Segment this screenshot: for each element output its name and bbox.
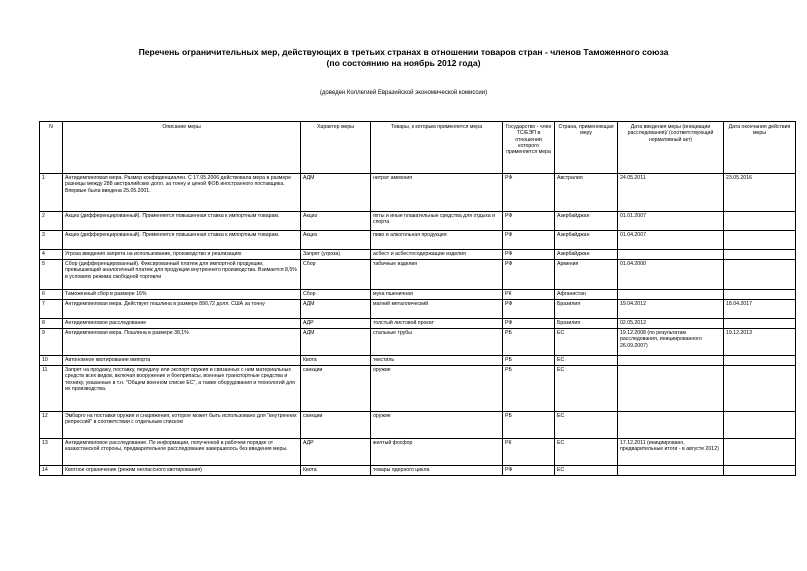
row-goods: стальные трубы bbox=[371, 329, 503, 356]
row-end-date bbox=[724, 212, 796, 231]
row-description: Таможенный сбор в размере 16% bbox=[63, 290, 301, 300]
row-member-state: РК bbox=[503, 439, 555, 466]
row-number: 2 bbox=[40, 212, 63, 231]
row-description: Антидемпинговая мера. Пошлина в размере 38,1% bbox=[63, 329, 301, 356]
row-measure-type: санкции bbox=[301, 366, 371, 412]
row-measure-type: АДМ bbox=[301, 174, 371, 212]
row-start-date bbox=[618, 290, 724, 300]
row-start-date: 01.04.2000 bbox=[618, 260, 724, 290]
row-country: ЕС bbox=[555, 366, 618, 412]
row-start-date: 19.12.2008 (по результатам расследования, инициированного 26.09.2007) bbox=[618, 329, 724, 356]
row-end-date bbox=[724, 412, 796, 439]
row-country: Азербайджан bbox=[555, 212, 618, 231]
row-start-date: 17.12.2011 (инициировано, предварительные итоги - в августе 2012) bbox=[618, 439, 724, 466]
row-measure-type: АДМ bbox=[301, 329, 371, 356]
header-start-date: Дата введения меры (инициации расследования)/ (соответствующий нормативный акт) bbox=[618, 122, 724, 174]
row-number: 10 bbox=[40, 356, 63, 366]
title-line-2: (по состоянию на ноябрь 2012 года) bbox=[326, 58, 481, 68]
document-subtitle: (доведен Коллегией Евразийской экономической комиссии) bbox=[319, 90, 488, 96]
measures-table bbox=[39, 121, 796, 476]
table-header-row bbox=[40, 122, 796, 174]
table-row bbox=[40, 174, 796, 212]
row-goods: яхты и иные плавательные средства для отдыха и спорта bbox=[371, 212, 503, 231]
row-start-date: 01.04.2007 bbox=[618, 231, 724, 250]
row-member-state: РФ bbox=[503, 466, 555, 476]
row-member-state: РБ bbox=[503, 412, 555, 439]
row-start-date bbox=[618, 412, 724, 439]
row-number: 11 bbox=[40, 366, 63, 412]
row-end-date bbox=[724, 231, 796, 250]
row-goods: оружие bbox=[371, 412, 503, 439]
row-description: Антидемпинговое расследование. По информации, полученной в рабочем порядке от казахстанской стороны, предварительное расследование завершилось без введения меры. bbox=[63, 439, 301, 466]
row-country: Армения bbox=[555, 260, 618, 290]
table-row bbox=[40, 290, 796, 300]
row-country: ЕС bbox=[555, 439, 618, 466]
row-number: 4 bbox=[40, 250, 63, 260]
row-end-date bbox=[724, 319, 796, 329]
row-member-state: РФ bbox=[503, 212, 555, 231]
row-start-date bbox=[618, 356, 724, 366]
row-goods: текстиль bbox=[371, 356, 503, 366]
row-number: 12 bbox=[40, 412, 63, 439]
row-measure-type: Квота bbox=[301, 356, 371, 366]
row-country: ЕС bbox=[555, 356, 618, 366]
header-goods: Товары, к которым применяется мера bbox=[371, 122, 503, 174]
row-start-date: 02.05.2012 bbox=[618, 319, 724, 329]
row-description: Антидемпинговое расследование bbox=[63, 319, 301, 329]
table-row bbox=[40, 439, 796, 466]
row-number: 5 bbox=[40, 260, 63, 290]
row-measure-type: Квота bbox=[301, 466, 371, 476]
row-goods: нитрат аммония bbox=[371, 174, 503, 212]
row-country: ЕС bbox=[555, 329, 618, 356]
row-member-state: РФ bbox=[503, 300, 555, 319]
row-end-date bbox=[724, 466, 796, 476]
table-row bbox=[40, 356, 796, 366]
table-row bbox=[40, 231, 796, 250]
header-member-state: Государство - член ТС/ЕЭП в отношении которого применяется мера bbox=[503, 122, 555, 174]
row-goods: пиво и алкогольная продукция bbox=[371, 231, 503, 250]
row-number: 13 bbox=[40, 439, 63, 466]
row-goods: табачные изделия bbox=[371, 260, 503, 290]
row-description: Угроза введения запрета на использование, производство и реализацию bbox=[63, 250, 301, 260]
row-measure-type: АДР bbox=[301, 439, 371, 466]
row-member-state: РБ bbox=[503, 366, 555, 412]
table-row bbox=[40, 319, 796, 329]
row-number: 8 bbox=[40, 319, 63, 329]
row-country: Бразилия bbox=[555, 319, 618, 329]
row-member-state: РФ bbox=[503, 250, 555, 260]
row-description: Акциз (дифференцированный). Применяется повышенная ставка к импортным товарам. bbox=[63, 231, 301, 250]
row-country: Австралия bbox=[555, 174, 618, 212]
row-measure-type: Сбор bbox=[301, 290, 371, 300]
row-end-date: 19.12.2013 bbox=[724, 329, 796, 356]
row-country: ЕС bbox=[555, 412, 618, 439]
row-country: Афганистан bbox=[555, 290, 618, 300]
row-member-state: РФ bbox=[503, 319, 555, 329]
title-line-1: Перечень ограничительных мер, действующих в третьих странах в отношении товаров стран - членов Таможенного союза bbox=[138, 47, 669, 57]
row-country: Бразилия bbox=[555, 300, 618, 319]
header-description: Описание меры bbox=[63, 122, 301, 174]
row-number: 7 bbox=[40, 300, 63, 319]
row-number: 3 bbox=[40, 231, 63, 250]
row-description: Антидемпинговая мера. Действует пошлина в размере 890,72 долл. США за тонну bbox=[63, 300, 301, 319]
row-goods: толстый листовой прокат bbox=[371, 319, 503, 329]
table-row bbox=[40, 366, 796, 412]
header-country: Страна, применяющая меру bbox=[555, 122, 618, 174]
row-goods: магний металлический bbox=[371, 300, 503, 319]
table-row bbox=[40, 329, 796, 356]
row-number: 6 bbox=[40, 290, 63, 300]
table-row bbox=[40, 250, 796, 260]
header-end-date: Дата окончания действия меры bbox=[724, 122, 796, 174]
row-member-state: РБ bbox=[503, 356, 555, 366]
table-row bbox=[40, 212, 796, 231]
row-description: Эмбарго на поставки оружия и снаряжения, которое может быть использовано для "внутренних репрессий" в соответствии с отдельным списком bbox=[63, 412, 301, 439]
row-member-state: РБ bbox=[503, 329, 555, 356]
row-goods: товары ядерного цикла bbox=[371, 466, 503, 476]
row-description: Автономное квотирование импорта bbox=[63, 356, 301, 366]
row-country: Азербайджан bbox=[555, 250, 618, 260]
row-goods: оружие bbox=[371, 366, 503, 412]
header-measure-type: Характер меры bbox=[301, 122, 371, 174]
row-start-date: 24.05.2011 bbox=[618, 174, 724, 212]
header-number: N bbox=[40, 122, 63, 174]
row-member-state: РФ bbox=[503, 174, 555, 212]
row-member-state: РФ bbox=[503, 260, 555, 290]
row-start-date: 19.04.2012 bbox=[618, 300, 724, 319]
row-number: 9 bbox=[40, 329, 63, 356]
row-description: Сбор (дифференцированный). Фиксированный платеж для импортной продукции, превышающий аналогичный платеж для продукции внутреннего производства. Взимается 8,5% в условиях режима свободной торговли bbox=[63, 260, 301, 290]
row-country: Азербайджан bbox=[555, 231, 618, 250]
row-start-date bbox=[618, 250, 724, 260]
row-number: 1 bbox=[40, 174, 63, 212]
row-end-date bbox=[724, 356, 796, 366]
row-goods: желтый фосфор bbox=[371, 439, 503, 466]
row-measure-type: АДР bbox=[301, 319, 371, 329]
row-measure-type: Сбор bbox=[301, 260, 371, 290]
row-start-date bbox=[618, 366, 724, 412]
table-row bbox=[40, 300, 796, 319]
row-description: Антидемпинговая мера. Размер конфиденциален. С 17.05.2006 действовала мера в размере разницы между 288 австралийских долл. за тонну и ценой ФОБ иностранного поставщика. Впервые была введена 25.05.2001. bbox=[63, 174, 301, 212]
row-end-date bbox=[724, 439, 796, 466]
row-end-date bbox=[724, 250, 796, 260]
table-row bbox=[40, 466, 796, 476]
row-measure-type: Запрет (угроза) bbox=[301, 250, 371, 260]
row-goods: асбест и асбестосодержащие изделия bbox=[371, 250, 503, 260]
row-end-date bbox=[724, 260, 796, 290]
document-title bbox=[0, 47, 807, 69]
row-end-date bbox=[724, 366, 796, 412]
row-end-date: 18.04.2017 bbox=[724, 300, 796, 319]
row-description: Акциз (дифференцированный). Применяется повышенная ставка к импортным товарам. bbox=[63, 212, 301, 231]
row-description: Квотное ограничение (режим неглассного квотирования) bbox=[63, 466, 301, 476]
row-start-date: 01.01.2007 bbox=[618, 212, 724, 231]
table-row bbox=[40, 412, 796, 439]
row-end-date bbox=[724, 290, 796, 300]
row-number: 14 bbox=[40, 466, 63, 476]
row-measure-type: Акциз bbox=[301, 231, 371, 250]
row-measure-type: Акциз bbox=[301, 212, 371, 231]
row-end-date: 23.05.2016 bbox=[724, 174, 796, 212]
row-description: Запрет на продажу, поставку, передачу или экспорт оружия и связанных с ним материальных средств всех видов, включая вооружение и боеприпасы, военные транспортные средства и технику, указанные в т.н. "Общем военном списке ЕС", а также оборудования и технологий для их производства. bbox=[63, 366, 301, 412]
row-measure-type: АДМ bbox=[301, 300, 371, 319]
row-measure-type: санкции bbox=[301, 412, 371, 439]
row-country: ЕС bbox=[555, 466, 618, 476]
table-body bbox=[40, 174, 796, 476]
table-row bbox=[40, 260, 796, 290]
row-start-date bbox=[618, 466, 724, 476]
row-goods: мука пшеничная bbox=[371, 290, 503, 300]
row-member-state: РК bbox=[503, 290, 555, 300]
row-member-state: РФ bbox=[503, 231, 555, 250]
